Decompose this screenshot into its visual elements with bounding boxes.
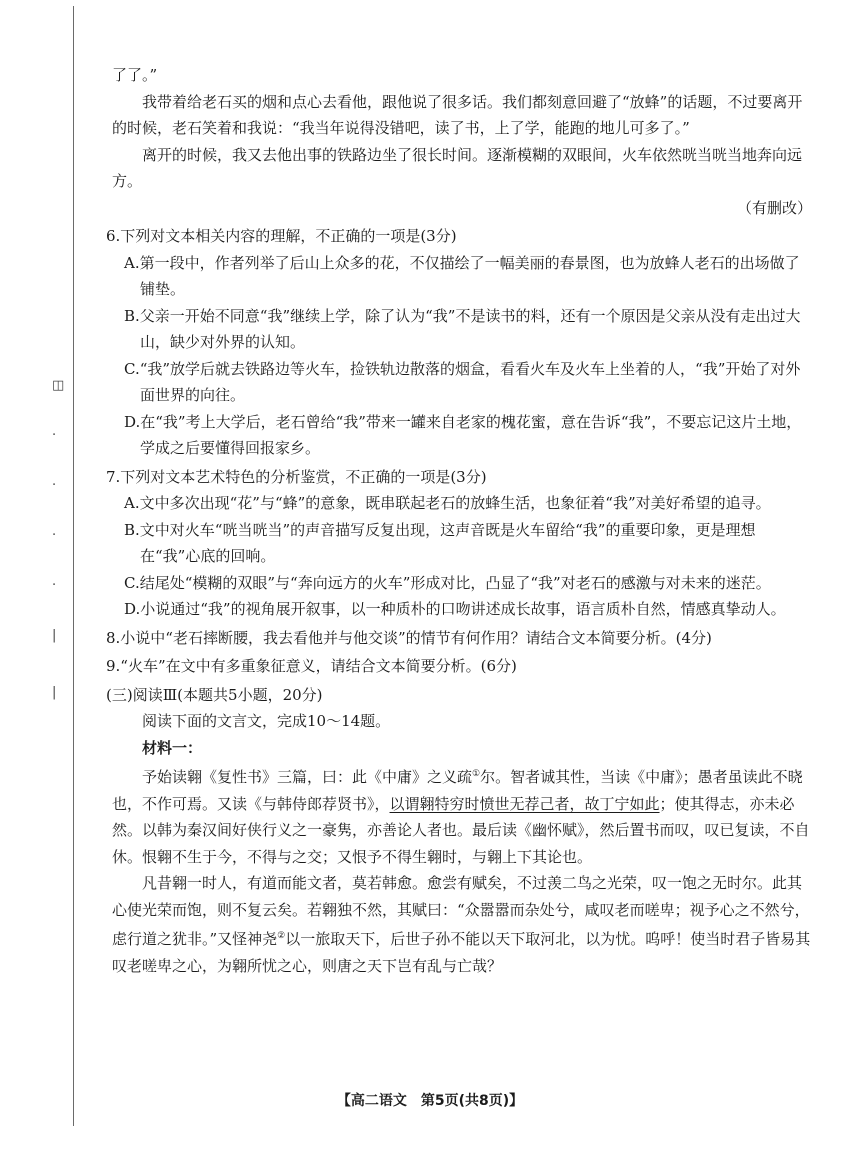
option-c: C.结尾处“模糊的双眼”与“奔向远方的火车”形成对比，凸显了“我”对老石的感激与对未来的迷茫。 [124,573,771,592]
question-stem: 6.下列对文本相关内容的理解，不正确的一项是(3分) [106,227,457,245]
section-heading: (三)阅读Ⅲ(本题共5小题，20分) [106,685,323,704]
option-c: C.“我”放学后就去铁路边等火车，捡铁轨边散落的烟盒，看看火车及火车上坐着的人，“我”开始了对外面世界的向往。 [124,359,801,404]
binding-mark: · [52,578,57,593]
question-6 [106,223,812,462]
passage-paragraph: 离开的时候，我又去他出事的铁路边坐了很长时间。逐渐模糊的双眼间，火车依然咣当咣当地奔向远方。 [112,145,803,190]
binding-mark: ◫ [52,378,65,393]
underlined-sentence: 以谓翱特穷时愤世无荐己者，故丁宁如此 [389,794,660,813]
text-run: 尔。智者诚其性，当读《中庸》；愚者虽读此不晓也，不作可焉。又读《与韩侍郎荐贤书》， [112,768,803,813]
question-7 [106,464,812,623]
footnote-mark: ① [472,769,481,779]
page-footer: 【高二语文 第5页(共8页)】 [336,1093,524,1109]
source-note: （有删改） [736,198,812,217]
binding-mark: | [52,685,57,700]
binding-mark: · [52,478,57,493]
binding-margin-line [73,6,74,1126]
material-label: 材料一： [142,738,203,757]
passage-paragraph: 我带着给老石买的烟和点心去看他，跟他说了很多话。我们都刻意回避了“放蜂”的话题，不过要离开的时候，老石笑着和我说：“我当年说得没错吧，读了书，上了学，能跑的地儿可多了。” [112,92,803,137]
option-b: B.父亲一开始不同意“我”继续上学，除了认为“我”不是读书的料，还有一个原因是父亲从没有走出过大山，缺少对外界的认知。 [124,306,801,351]
text-run: 凡昔翱一时人，有道而能文者，莫若韩愈。愈尝有赋矣，不过羡二鸟之光荣，叹一饱之无时尔。此其心使光荣而饱，则不复云矣。若翱独不然，其赋曰：“众嚣嚣而杂处兮，咸叹老而嗟卑；视予心之不然兮，虑行道之犹非。”又怪神尧 [112,874,810,948]
footnote-mark: ② [277,931,286,941]
option-a: A.第一段中，作者列举了后山上众多的花，不仅描绘了一幅美丽的春景图，也为放蜂人老石的出场做了铺垫。 [124,253,800,298]
question-9: 9.“火车”在文中有多重象征意义，请结合文本简要分析。(6分) [106,657,517,675]
classical-paragraph-2 [112,870,812,979]
binding-mark: | [52,628,57,643]
section-instruction: 阅读下面的文言文，完成10～14题。 [142,712,391,730]
classical-paragraph-1 [112,761,812,870]
option-a: A.文中多次出现“花”与“蜂”的意象，既串联起老石的放蜂生活，也象征着“我”对美好希望的追寻。 [124,494,771,512]
option-d: D.小说通过“我”的视角展开叙事，以一种质朴的口吻讲述成长故事，语言质朴自然，情感真挚动人。 [124,600,786,618]
text-run: 以一旅取天下，后世子孙不能以天下取河北，以为忧。呜呼！使当时君子皆易其叹老嗟卑之心，为翱所忧之心，则唐之天下岂有乱与亡哉？ [112,930,811,975]
option-d: D.在“我”考上大学后，老石曾给“我”带来一罐来自老家的槐花蜜，意在告诉“我”，不要忘记这片土地，学成之后要懂得回报家乡。 [124,412,802,457]
text-run: ；使其得志，亦未必然。以韩为秦汉间好侠行义之一豪隽，亦善论人者也。最后读《幽怀赋》，然后置书而叹，叹已复读，不自休。恨翱不生于今，不得与之交；又恨予不得生翱时，与翱上下其论也。 [112,794,810,866]
binding-mark: · [52,428,57,443]
text-run: 予始读翱《复性书》三篇，曰：此《中庸》之义疏 [142,768,473,786]
question-8: 8.小说中“老石摔断腰，我去看他并与他交谈”的情节有何作用？请结合文本简要分析。(4分) [106,628,712,647]
option-b: B.文中对火车“咣当咣当”的声音描写反复出现，这声音既是火车留给“我”的重要印象，更是理想在“我”心底的回响。 [124,520,756,565]
question-stem: 7.下列对文本艺术特色的分析鉴赏，不正确的一项是(3分) [106,467,487,486]
exam-page-content [106,62,812,979]
passage-line: 了了。” [112,66,158,84]
binding-mark: · [52,528,57,543]
